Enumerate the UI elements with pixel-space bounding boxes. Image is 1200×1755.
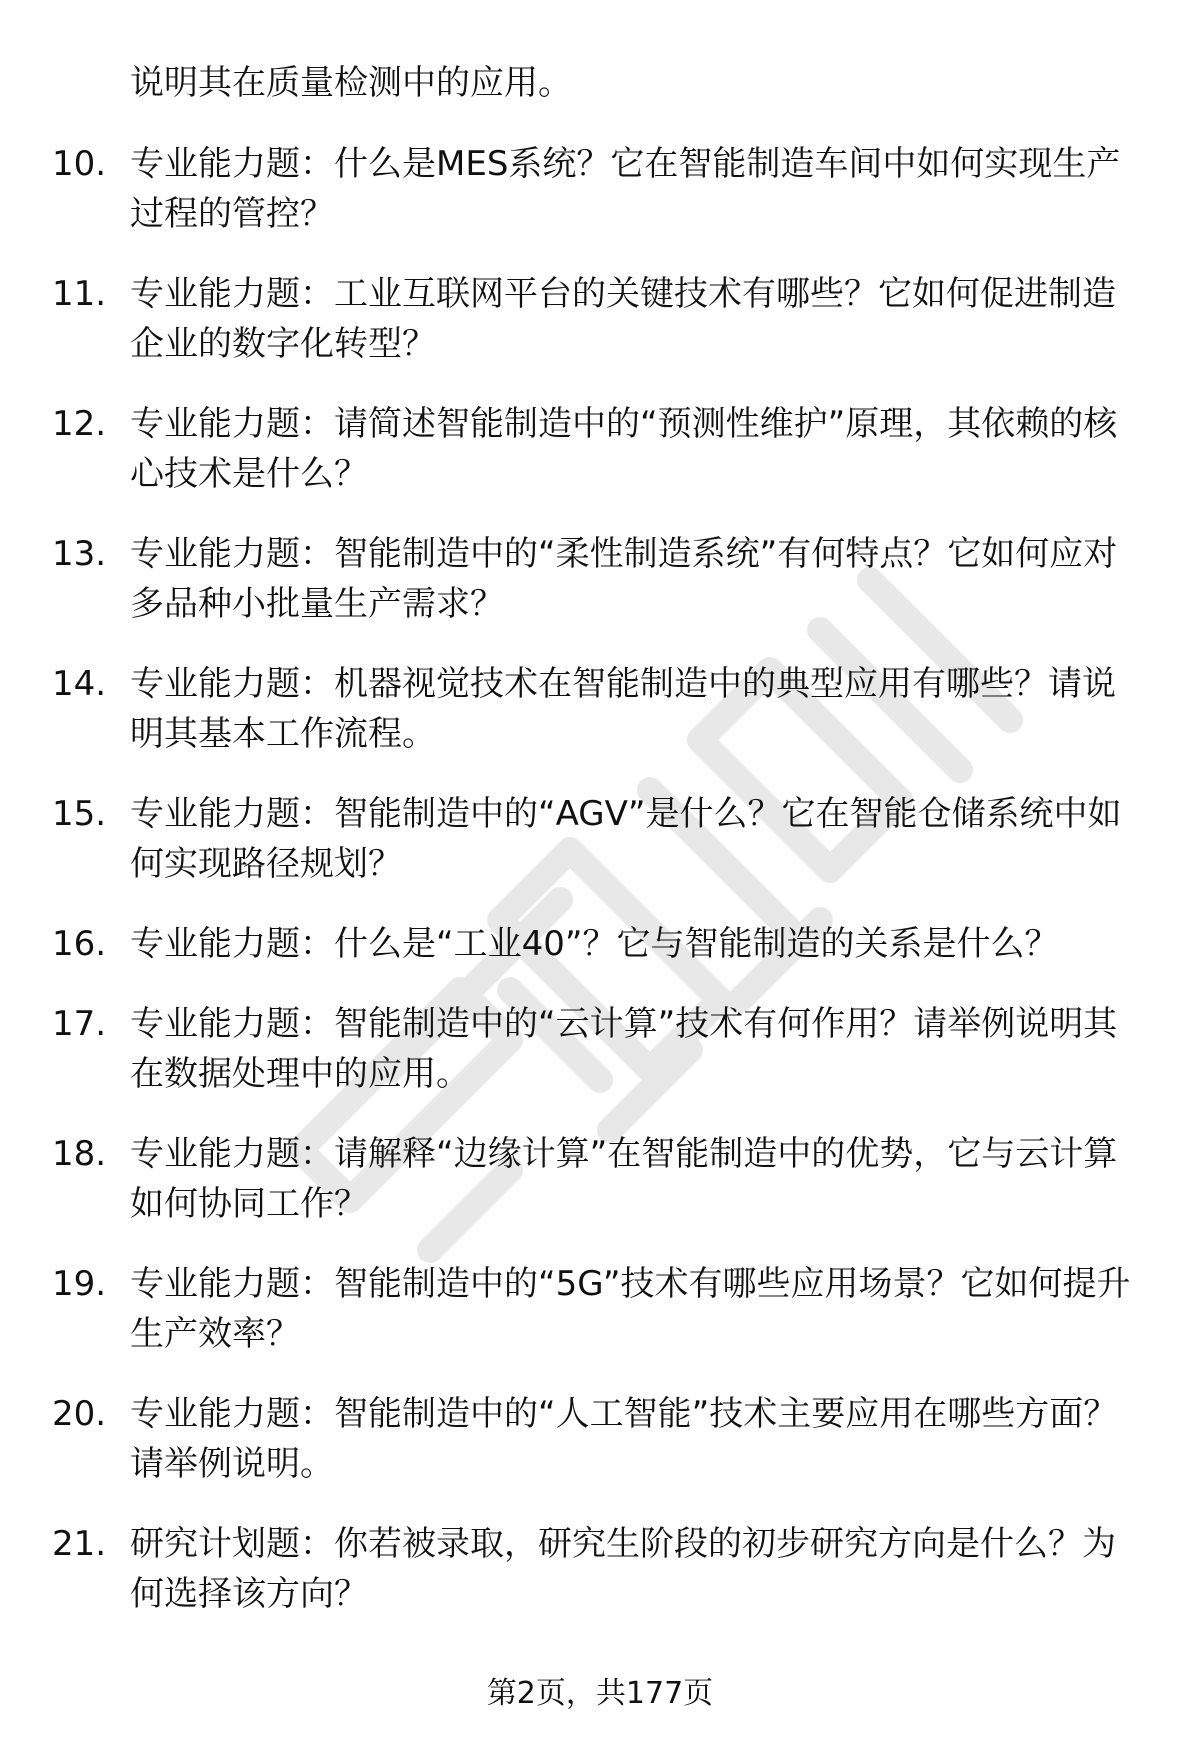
question-item	[52, 1519, 1162, 1619]
question-item	[52, 1259, 1162, 1359]
question-item	[52, 269, 1162, 369]
question-text: 专业能力题：智能制造中的“人工智能”技术主要应用在哪些方面？请举例说明。	[130, 1394, 1118, 1484]
question-item	[52, 999, 1162, 1099]
page-number: 第2页，共177页	[486, 1676, 714, 1711]
question-number: 12.	[52, 404, 107, 444]
question-text: 专业能力题：智能制造中的“5G”技术有哪些应用场景？它如何提升生产效率？	[130, 1264, 1131, 1354]
question-item	[52, 789, 1162, 889]
question-number: 14.	[52, 664, 107, 704]
question-number: 19.	[52, 1264, 107, 1304]
question-text: 专业能力题：工业互联网平台的关键技术有哪些？它如何促进制造企业的数字化转型？	[130, 274, 1116, 364]
question-text: 专业能力题：智能制造中的“柔性制造系统”有何特点？它如何应对多品种小批量生产需求？	[130, 534, 1118, 624]
continued-text: 说明其在质量检测中的应用。	[130, 63, 572, 103]
question-item	[52, 659, 1162, 759]
question-item	[52, 529, 1162, 629]
question-number: 11.	[52, 274, 107, 314]
question-item	[52, 919, 1162, 969]
question-text: 专业能力题：请简述智能制造中的“预测性维护”原理，其依赖的核心技术是什么？	[130, 404, 1118, 494]
question-text: 专业能力题：请解释“边缘计算”在智能制造中的优势，它与云计算如何协同工作？	[130, 1134, 1118, 1224]
question-item	[52, 139, 1162, 239]
question-number: 15.	[52, 794, 107, 834]
question-item	[52, 399, 1162, 499]
question-text: 专业能力题：什么是“工业40”？它与智能制造的关系是什么？	[130, 924, 1059, 964]
question-text: 专业能力题：机器视觉技术在智能制造中的典型应用有哪些？请说明其基本工作流程。	[130, 664, 1116, 754]
question-text: 专业能力题：智能制造中的“云计算”技术有何作用？请举例说明其在数据处理中的应用。	[130, 1004, 1118, 1094]
question-number: 13.	[52, 534, 107, 574]
question-number: 10.	[52, 144, 107, 184]
question-number: 17.	[52, 1004, 107, 1044]
question-list	[52, 139, 1162, 1649]
question-number: 16.	[52, 924, 107, 964]
question-item	[52, 1129, 1162, 1229]
question-text: 专业能力题：智能制造中的“AGV”是什么？它在智能仓储系统中如何实现路径规划？	[130, 794, 1122, 884]
question-text: 专业能力题：什么是MES系统？它在智能制造车间中如何实现生产过程的管控？	[130, 144, 1121, 234]
question-number: 21.	[52, 1524, 107, 1564]
question-number: 18.	[52, 1134, 107, 1174]
question-text: 研究计划题：你若被录取，研究生阶段的初步研究方向是什么？为何选择该方向？	[130, 1524, 1116, 1614]
question-item	[52, 1389, 1162, 1489]
question-number: 20.	[52, 1394, 107, 1434]
